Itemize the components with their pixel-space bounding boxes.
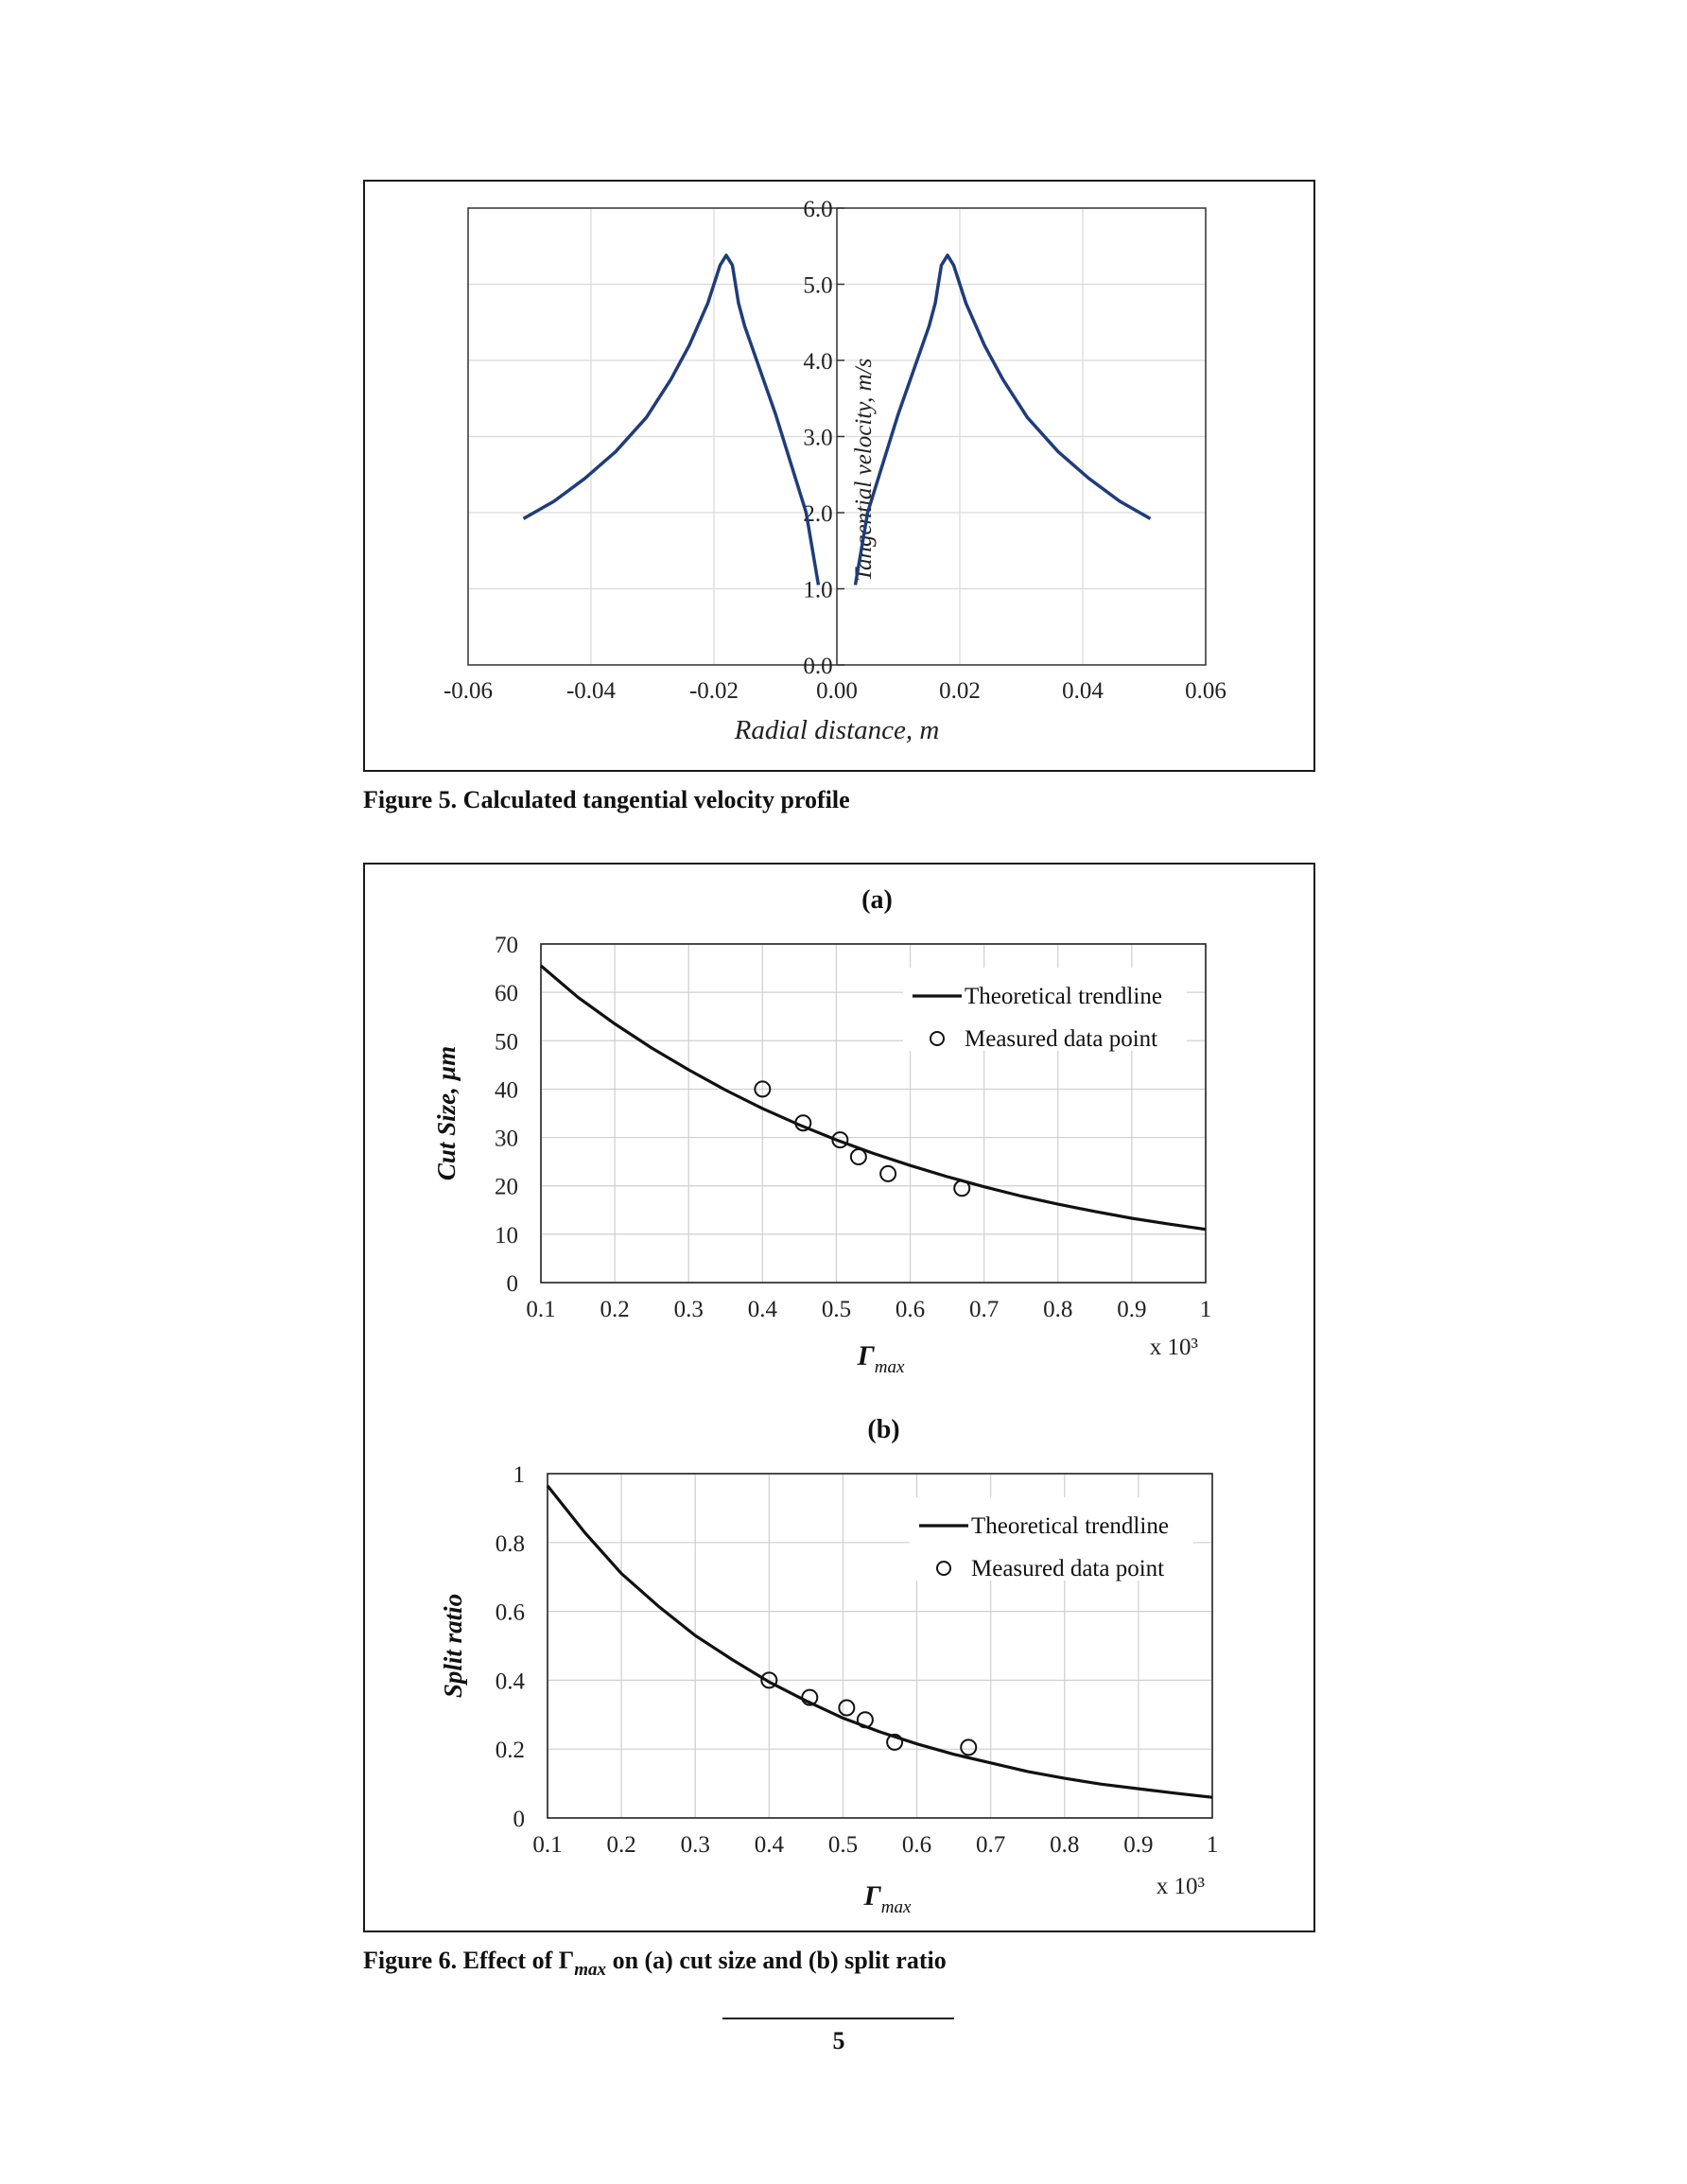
y-tick-label: 30 [495, 1126, 518, 1152]
y-tick-label: 0 [513, 1807, 525, 1832]
figure6b-chart [365, 1394, 1313, 1924]
x-axis-title [857, 1340, 905, 1377]
page-number: 5 [832, 2027, 845, 2054]
x-tick-label: 0.3 [673, 1297, 704, 1322]
x-tick-label: 0.6 [895, 1297, 926, 1322]
x-tick-label: 0.00 [816, 678, 858, 704]
x-tick-label: -0.04 [565, 678, 617, 704]
y-tick-label: 40 [495, 1077, 518, 1104]
y-tick-label: 2.0 [803, 501, 833, 527]
panel-label: (a) [861, 885, 893, 915]
x-tick-label: 0.9 [1117, 1297, 1147, 1322]
x-multiplier-label: x 10³ [1156, 1874, 1205, 1899]
velocity-series-line [856, 255, 1151, 585]
y-axis-title: Split ratio [439, 1593, 467, 1699]
data-point [954, 1180, 969, 1196]
figure6a-chart [365, 865, 1313, 1394]
y-tick-label: 10 [495, 1222, 518, 1249]
y-tick-label: 0.0 [803, 654, 833, 679]
y-tick-label: 4.0 [803, 349, 833, 375]
velocity-series-line [524, 255, 819, 585]
x-axis-subscript: max [880, 1897, 912, 1917]
y-axis-title: Cut Size, µm [432, 1045, 461, 1181]
y-tick-label: 0.8 [495, 1530, 525, 1557]
data-point [851, 1149, 866, 1164]
x-axis-symbol: Γ [863, 1880, 881, 1912]
footer-rule [722, 2018, 954, 2019]
x-tick-label: 0.1 [526, 1297, 556, 1322]
figure6-box [363, 863, 1315, 1932]
figure6-caption [363, 1947, 947, 1981]
x-tick-label: 0.5 [827, 1832, 859, 1858]
x-tick-label: 0.4 [747, 1297, 777, 1322]
x-tick-label: 0.7 [976, 1832, 1006, 1858]
x-tick-label: 0.6 [901, 1832, 932, 1858]
legend-marker-label: Measured data point [965, 1026, 1158, 1052]
x-tick-label: 0.2 [606, 1832, 636, 1858]
x-tick-label: 0.3 [680, 1832, 710, 1858]
x-axis-title: Radial distance, m [734, 715, 940, 745]
figure6-caption-suffix: on (a) cut size and (b) split ratio [606, 1947, 947, 1974]
legend-line-label: Theoretical trendline [971, 1513, 1169, 1539]
figure5-box [363, 180, 1315, 772]
data-point [961, 1739, 976, 1755]
panel-label: (b) [867, 1415, 900, 1444]
x-tick-label: 0.06 [1185, 678, 1226, 704]
x-tick-label: -0.06 [443, 678, 494, 704]
x-axis-title [863, 1880, 912, 1917]
x-tick-label: 0.9 [1123, 1832, 1154, 1858]
y-tick-label: 0 [506, 1271, 518, 1297]
y-tick-label: 50 [495, 1029, 518, 1056]
y-axis-title: Tangential velocity, m/s [851, 358, 877, 582]
figure5-chart [365, 182, 1313, 770]
legend-marker-label: Measured data point [971, 1556, 1165, 1581]
x-tick-label: 0.04 [1062, 678, 1104, 704]
y-tick-label: 70 [495, 933, 518, 958]
figure6-caption-prefix: Figure 6. Effect of [363, 1947, 559, 1974]
y-tick-label: 3.0 [803, 425, 833, 451]
y-tick-label: 0.6 [495, 1599, 525, 1626]
y-tick-label: 1.0 [803, 577, 833, 603]
y-tick-label: 6.0 [803, 197, 833, 222]
legend-marker-swatch [937, 1562, 950, 1575]
x-axis-symbol: Γ [857, 1340, 875, 1372]
legend-line-label: Theoretical trendline [965, 984, 1162, 1009]
x-tick-label: 0.8 [1050, 1832, 1080, 1858]
x-tick-label: 0.2 [600, 1297, 630, 1322]
y-tick-label: 1 [513, 1462, 525, 1488]
figure6-caption-subscript: max [574, 1960, 607, 1980]
y-tick-label: 60 [495, 981, 518, 1007]
x-tick-label: 0.7 [969, 1297, 1000, 1322]
figure6-caption-symbol: Γ [558, 1947, 575, 1974]
legend-marker-swatch [930, 1032, 944, 1045]
x-axis-subscript: max [874, 1357, 905, 1377]
x-tick-label: 0.1 [532, 1832, 563, 1858]
data-point [839, 1701, 854, 1716]
x-tick-label: 0.8 [1043, 1297, 1073, 1322]
x-tick-label: 0.02 [939, 678, 981, 704]
x-tick-label: 0.5 [821, 1297, 852, 1322]
y-tick-label: 0.4 [495, 1669, 525, 1695]
x-tick-label: -0.02 [688, 678, 739, 704]
data-point [880, 1166, 896, 1181]
x-tick-label: 1 [1206, 1832, 1219, 1858]
x-tick-label: 1 [1199, 1297, 1212, 1322]
x-multiplier-label: x 10³ [1149, 1335, 1198, 1360]
y-tick-label: 20 [495, 1174, 518, 1200]
x-tick-label: 0.4 [754, 1832, 784, 1858]
y-tick-label: 0.2 [495, 1738, 525, 1764]
y-tick-label: 5.0 [803, 272, 833, 299]
figure5-caption: Figure 5. Calculated tangential velocity profile [363, 786, 850, 813]
